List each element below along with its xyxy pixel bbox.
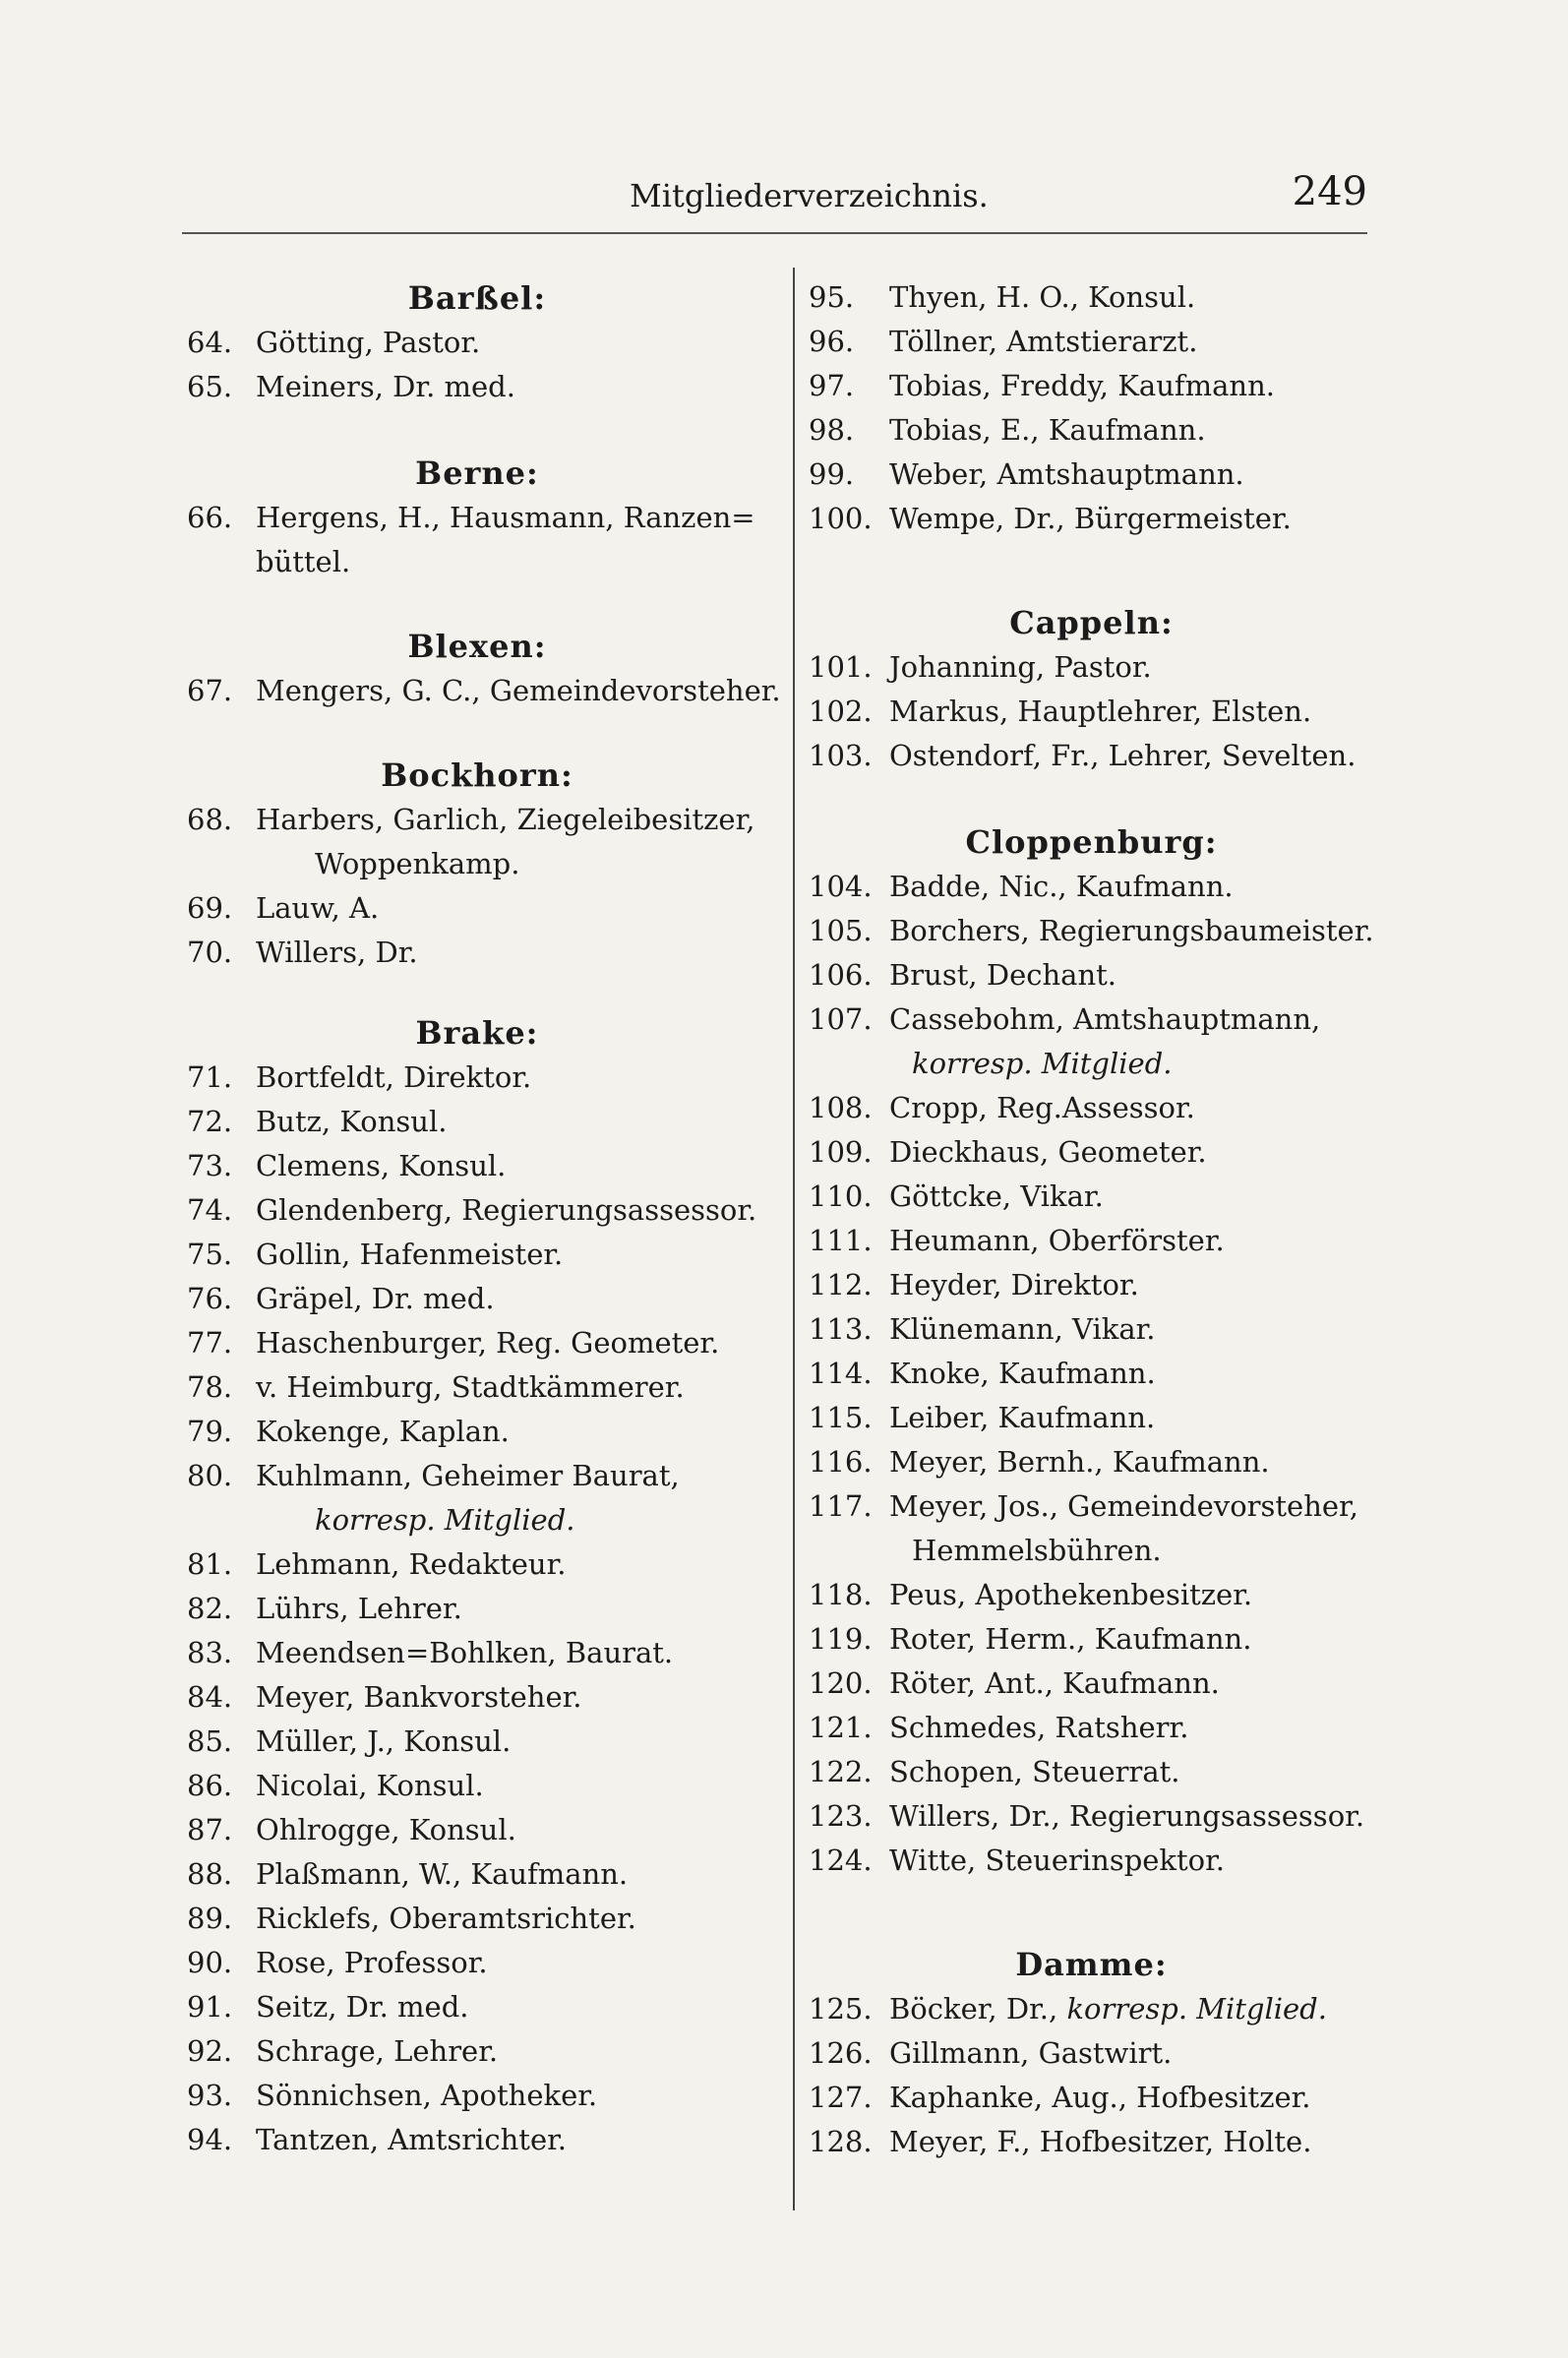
member-entry bbox=[187, 1587, 767, 1631]
entry-number: 87. bbox=[187, 1813, 233, 1846]
entry-number: 82. bbox=[187, 1592, 233, 1625]
entry-text: Glendenberg, Regierungsassessor. bbox=[256, 1193, 757, 1227]
header-rule bbox=[182, 232, 1367, 234]
entry-text: Gillmann, Gastwirt. bbox=[889, 2036, 1173, 2070]
entry-note: korresp. Mitglied. bbox=[1066, 1992, 1327, 2025]
entry-text: Ohlrogge, Konsul. bbox=[256, 1813, 516, 1846]
entry-continuation: Hemmelsbühren. bbox=[912, 1534, 1162, 1567]
entry-text: Meyer, Bernh., Kaufmann. bbox=[889, 1445, 1270, 1479]
member-entry bbox=[809, 1307, 1374, 1352]
entry-text: Markus, Hauptlehrer, Elsten. bbox=[889, 695, 1312, 728]
entry-number: 88. bbox=[187, 1857, 233, 1891]
entry-text: Gräpel, Dr. med. bbox=[256, 1282, 495, 1315]
member-entry bbox=[809, 275, 1374, 320]
section-heading-berne: Berne: bbox=[415, 454, 539, 492]
entry-text: Tobias, E., Kaufmann. bbox=[889, 413, 1206, 447]
member-entry bbox=[187, 1941, 767, 1985]
entry-number: 104. bbox=[809, 870, 873, 903]
member-entry bbox=[187, 1321, 767, 1365]
member-entry bbox=[187, 1764, 767, 1808]
entry-text: Wempe, Dr., Bürgermeister. bbox=[889, 502, 1292, 535]
member-entry bbox=[809, 734, 1374, 778]
entry-number: 108. bbox=[809, 1091, 873, 1124]
member-entry bbox=[187, 321, 767, 365]
member-entry bbox=[809, 1396, 1374, 1440]
member-entry bbox=[809, 1573, 1374, 1617]
entry-text: Johanning, Pastor. bbox=[889, 650, 1152, 684]
section-gap bbox=[809, 1883, 1374, 1942]
entry-text: Schrage, Lehrer. bbox=[256, 2034, 499, 2068]
member-entry bbox=[809, 998, 1374, 1042]
member-entry bbox=[187, 1056, 767, 1100]
entry-text: Cassebohm, Amtshauptmann, bbox=[889, 1002, 1321, 1036]
entry-text: Hergens, H., Hausmann, Ranzen= bbox=[256, 501, 755, 534]
entry-text: Butz, Konsul. bbox=[256, 1105, 448, 1138]
entry-number: 112. bbox=[809, 1268, 873, 1301]
entry-text: Roter, Herm., Kaufmann. bbox=[889, 1622, 1252, 1656]
entry-text: Witte, Steuerinspektor. bbox=[889, 1844, 1226, 1877]
right-column bbox=[809, 275, 1374, 2164]
entry-text: Haschenburger, Reg. Geometer. bbox=[256, 1326, 720, 1360]
entry-number: 70. bbox=[187, 936, 233, 969]
entry-text: Tantzen, Amtsrichter. bbox=[256, 2123, 568, 2156]
member-entry bbox=[187, 931, 767, 975]
entry-number: 71. bbox=[187, 1060, 233, 1094]
entry-number: 91. bbox=[187, 1990, 233, 2024]
section-heading-barssel: Barßel: bbox=[407, 279, 547, 317]
member-entry bbox=[809, 1086, 1374, 1130]
section-heading-cloppenburg: Cloppenburg: bbox=[965, 823, 1218, 861]
entry-number: 115. bbox=[809, 1401, 873, 1434]
entry-text: Willers, Dr. bbox=[256, 936, 418, 969]
entry-text: Willers, Dr., Regierungsassessor. bbox=[889, 1799, 1365, 1833]
entry-text: Peus, Apothekenbesitzer. bbox=[889, 1578, 1253, 1611]
member-entry bbox=[187, 1985, 767, 2029]
entry-number: 75. bbox=[187, 1238, 233, 1271]
entry-number: 66. bbox=[187, 501, 233, 534]
member-entry bbox=[187, 1897, 767, 1941]
entry-text: Ostendorf, Fr., Lehrer, Sevelten. bbox=[889, 739, 1357, 772]
member-entry bbox=[187, 1277, 767, 1321]
entry-text: Müller, J., Konsul. bbox=[256, 1724, 512, 1758]
entry-number: 118. bbox=[809, 1578, 873, 1611]
entry-number: 103. bbox=[809, 739, 873, 772]
entry-number: 98. bbox=[809, 413, 855, 447]
entry-number: 77. bbox=[187, 1326, 233, 1360]
member-entry bbox=[187, 1631, 767, 1675]
entry-text: Meendsen=Bohlken, Baurat. bbox=[256, 1636, 674, 1669]
entry-text: Cropp, Reg.Assessor. bbox=[889, 1091, 1195, 1124]
entry-text: Nicolai, Konsul. bbox=[256, 1769, 484, 1802]
entry-number: 126. bbox=[809, 2036, 873, 2070]
entry-number: 93. bbox=[187, 2079, 233, 2112]
entry-text: Harbers, Garlich, Ziegeleibesitzer, bbox=[256, 803, 755, 836]
entry-number: 64. bbox=[187, 326, 233, 359]
member-entry bbox=[809, 453, 1374, 497]
entry-number: 83. bbox=[187, 1636, 233, 1669]
entry-number: 65. bbox=[187, 370, 233, 403]
entry-text: Götting, Pastor. bbox=[256, 326, 481, 359]
member-entry bbox=[187, 1233, 767, 1277]
entry-text: Schmedes, Ratsherr. bbox=[889, 1711, 1189, 1744]
left-column bbox=[187, 275, 781, 2162]
entry-number: 127. bbox=[809, 2081, 873, 2114]
entry-number: 107. bbox=[809, 1002, 873, 1036]
member-entry bbox=[809, 1175, 1374, 1219]
member-entry bbox=[809, 2031, 1374, 2076]
section-heading-bockhorn: Bockhorn: bbox=[381, 756, 573, 794]
entry-number: 111. bbox=[809, 1224, 873, 1257]
member-entry bbox=[187, 1852, 767, 1897]
section-gap bbox=[809, 778, 1374, 819]
member-entry bbox=[187, 2118, 767, 2162]
entry-text: Meyer, Bankvorsteher. bbox=[256, 1680, 582, 1714]
entry-number: 73. bbox=[187, 1149, 233, 1182]
member-entry bbox=[187, 886, 767, 931]
member-entry bbox=[809, 320, 1374, 364]
entry-text: Clemens, Konsul. bbox=[256, 1149, 507, 1182]
entry-continuation: korresp. Mitglied. bbox=[912, 1047, 1173, 1080]
member-entry bbox=[809, 1987, 1374, 2031]
entry-number: 116. bbox=[809, 1445, 873, 1479]
member-entry bbox=[187, 1542, 767, 1587]
section-gap bbox=[187, 409, 767, 451]
entry-number: 106. bbox=[809, 958, 873, 992]
entry-text: Lehmann, Redakteur. bbox=[256, 1547, 567, 1581]
running-title: Mitgliederverzeichnis. bbox=[630, 177, 989, 214]
member-entry bbox=[187, 1188, 767, 1233]
entry-text: Gollin, Hafenmeister. bbox=[256, 1238, 564, 1271]
entry-number: 94. bbox=[187, 2123, 233, 2156]
member-entry bbox=[187, 1720, 767, 1764]
entry-number: 121. bbox=[809, 1711, 873, 1744]
member-entry bbox=[809, 1263, 1374, 1307]
entry-number: 124. bbox=[809, 1844, 873, 1877]
entry-number: 81. bbox=[187, 1547, 233, 1581]
entry-number: 101. bbox=[809, 650, 873, 684]
entry-number: 128. bbox=[809, 2125, 873, 2158]
entry-number: 92. bbox=[187, 2034, 233, 2068]
member-entry bbox=[187, 1808, 767, 1852]
member-entry bbox=[809, 364, 1374, 408]
member-entry bbox=[187, 1410, 767, 1454]
entry-text: v. Heimburg, Stadtkämmerer. bbox=[256, 1370, 685, 1404]
entry-number: 100. bbox=[809, 502, 873, 535]
entry-number: 85. bbox=[187, 1724, 233, 1758]
entry-text bbox=[889, 1987, 1374, 2031]
entry-number: 123. bbox=[809, 1799, 873, 1833]
entry-number: 72. bbox=[187, 1105, 233, 1138]
entry-number: 125. bbox=[809, 1992, 873, 2025]
section-gap bbox=[187, 584, 767, 624]
page-header bbox=[182, 169, 1367, 226]
entry-text: Kaphanke, Aug., Hofbesitzer. bbox=[889, 2081, 1311, 2114]
section-heading-brake: Brake: bbox=[415, 1014, 539, 1052]
section-gap bbox=[809, 541, 1374, 600]
entry-number: 67. bbox=[187, 674, 233, 707]
section-heading-blexen: Blexen: bbox=[407, 628, 547, 665]
entry-number: 89. bbox=[187, 1902, 233, 1935]
entry-number: 95. bbox=[809, 280, 855, 314]
entry-number: 110. bbox=[809, 1179, 873, 1213]
entry-number: 90. bbox=[187, 1946, 233, 1979]
entry-number: 84. bbox=[187, 1680, 233, 1714]
entry-text: Brust, Dechant. bbox=[889, 958, 1116, 992]
entry-text: Sönnichsen, Apotheker. bbox=[256, 2079, 598, 2112]
member-entry bbox=[187, 2029, 767, 2074]
member-entry bbox=[809, 1219, 1374, 1263]
member-entry bbox=[809, 1706, 1374, 1750]
entry-number: 117. bbox=[809, 1489, 873, 1523]
entry-text: Heyder, Direktor. bbox=[889, 1268, 1139, 1301]
member-entry bbox=[809, 645, 1374, 690]
member-entry bbox=[809, 1617, 1374, 1662]
member-entry bbox=[187, 1675, 767, 1720]
entry-text: Klünemann, Vikar. bbox=[889, 1312, 1156, 1346]
entry-number: 120. bbox=[809, 1666, 873, 1700]
member-entry bbox=[187, 1144, 767, 1188]
entry-text: Kuhlmann, Geheimer Baurat, bbox=[256, 1459, 680, 1492]
entry-number: 96. bbox=[809, 325, 855, 358]
entry-number: 76. bbox=[187, 1282, 233, 1315]
entry-number: 99. bbox=[809, 457, 855, 491]
entry-number: 109. bbox=[809, 1135, 873, 1169]
entry-number: 78. bbox=[187, 1370, 233, 1404]
column-divider bbox=[793, 268, 795, 2210]
entry-text: Leiber, Kaufmann. bbox=[889, 1401, 1156, 1434]
section-gap bbox=[187, 975, 767, 1010]
member-entry bbox=[809, 1750, 1374, 1794]
entry-text: Kokenge, Kaplan. bbox=[256, 1415, 510, 1448]
entry-text: Schopen, Steuerrat. bbox=[889, 1755, 1180, 1788]
page-number: 249 bbox=[1292, 169, 1367, 214]
entry-text: Seitz, Dr. med. bbox=[256, 1990, 469, 2024]
entry-text: Weber, Amtshauptmann. bbox=[889, 457, 1244, 491]
member-entry bbox=[809, 1440, 1374, 1484]
section-heading-cappeln: Cappeln: bbox=[1009, 604, 1174, 641]
member-entry bbox=[187, 365, 767, 409]
entry-text: Mengers, G. C., Gemeindevorsteher. bbox=[256, 674, 781, 707]
member-entry bbox=[809, 1352, 1374, 1396]
entry-text: Meiners, Dr. med. bbox=[256, 370, 515, 403]
entry-text: Knoke, Kaufmann. bbox=[889, 1357, 1156, 1390]
entry-text: Röter, Ant., Kaufmann. bbox=[889, 1666, 1220, 1700]
entry-number: 86. bbox=[187, 1769, 233, 1802]
entry-text: Thyen, H. O., Konsul. bbox=[889, 280, 1196, 314]
section-heading-damme: Damme: bbox=[1015, 1946, 1168, 1983]
member-entry bbox=[187, 1454, 767, 1498]
member-entry bbox=[809, 2076, 1374, 2120]
member-entry bbox=[809, 497, 1374, 541]
member-entry bbox=[187, 1100, 767, 1144]
member-entry bbox=[809, 1130, 1374, 1175]
member-entry bbox=[809, 1794, 1374, 1839]
member-entry bbox=[809, 865, 1374, 909]
entry-text: Göttcke, Vikar. bbox=[889, 1179, 1104, 1213]
member-entry bbox=[187, 1365, 767, 1410]
entry-text: Lührs, Lehrer. bbox=[256, 1592, 462, 1625]
member-entry bbox=[809, 909, 1374, 953]
member-entry bbox=[809, 1662, 1374, 1706]
member-entry bbox=[809, 2120, 1374, 2164]
entry-text: Meyer, Jos., Gemeindevorsteher, bbox=[889, 1489, 1358, 1523]
member-entry bbox=[809, 1839, 1374, 1883]
member-entry bbox=[809, 690, 1374, 734]
entry-number: 119. bbox=[809, 1622, 873, 1656]
member-entry bbox=[187, 496, 767, 540]
member-entry bbox=[187, 2074, 767, 2118]
member-entry bbox=[187, 798, 767, 842]
entry-text: Heumann, Oberförster. bbox=[889, 1224, 1225, 1257]
entry-number: 122. bbox=[809, 1755, 873, 1788]
member-entry bbox=[809, 1484, 1374, 1529]
section-gap bbox=[187, 713, 767, 753]
entry-number: 113. bbox=[809, 1312, 873, 1346]
entry-text: Badde, Nic., Kaufmann. bbox=[889, 870, 1234, 903]
member-entry bbox=[809, 408, 1374, 453]
entry-number: 80. bbox=[187, 1459, 233, 1492]
entry-number: 114. bbox=[809, 1357, 873, 1390]
member-entry bbox=[809, 953, 1374, 998]
entry-text: Rose, Professor. bbox=[256, 1946, 488, 1979]
entry-number: 79. bbox=[187, 1415, 233, 1448]
entry-text: Plaßmann, W., Kaufmann. bbox=[256, 1857, 629, 1891]
entry-continuation: büttel. bbox=[256, 545, 351, 578]
entry-number: 102. bbox=[809, 695, 873, 728]
entry-text: Ricklefs, Oberamtsrichter. bbox=[256, 1902, 636, 1935]
entry-number: 74. bbox=[187, 1193, 233, 1227]
entry-continuation: korresp. Mitglied. bbox=[315, 1503, 575, 1537]
entry-number: 97. bbox=[809, 369, 855, 402]
entry-number: 69. bbox=[187, 891, 233, 925]
entry-text: Meyer, F., Hofbesitzer, Holte. bbox=[889, 2125, 1312, 2158]
member-entry bbox=[187, 669, 781, 713]
entry-text: Tobias, Freddy, Kaufmann. bbox=[889, 369, 1275, 402]
entry-number: 105. bbox=[809, 914, 873, 947]
entry-continuation: Woppenkamp. bbox=[315, 847, 520, 880]
entry-text: Dieckhaus, Geometer. bbox=[889, 1135, 1207, 1169]
entry-text: Bortfeldt, Direktor. bbox=[256, 1060, 532, 1094]
entry-text: Töllner, Amtstierarzt. bbox=[889, 325, 1198, 358]
entry-text: Borchers, Regierungsbaumeister. bbox=[889, 914, 1374, 947]
entry-name: Böcker, Dr., bbox=[889, 1992, 1058, 2025]
entry-number: 68. bbox=[187, 803, 233, 836]
entry-text: Lauw, A. bbox=[256, 891, 380, 925]
